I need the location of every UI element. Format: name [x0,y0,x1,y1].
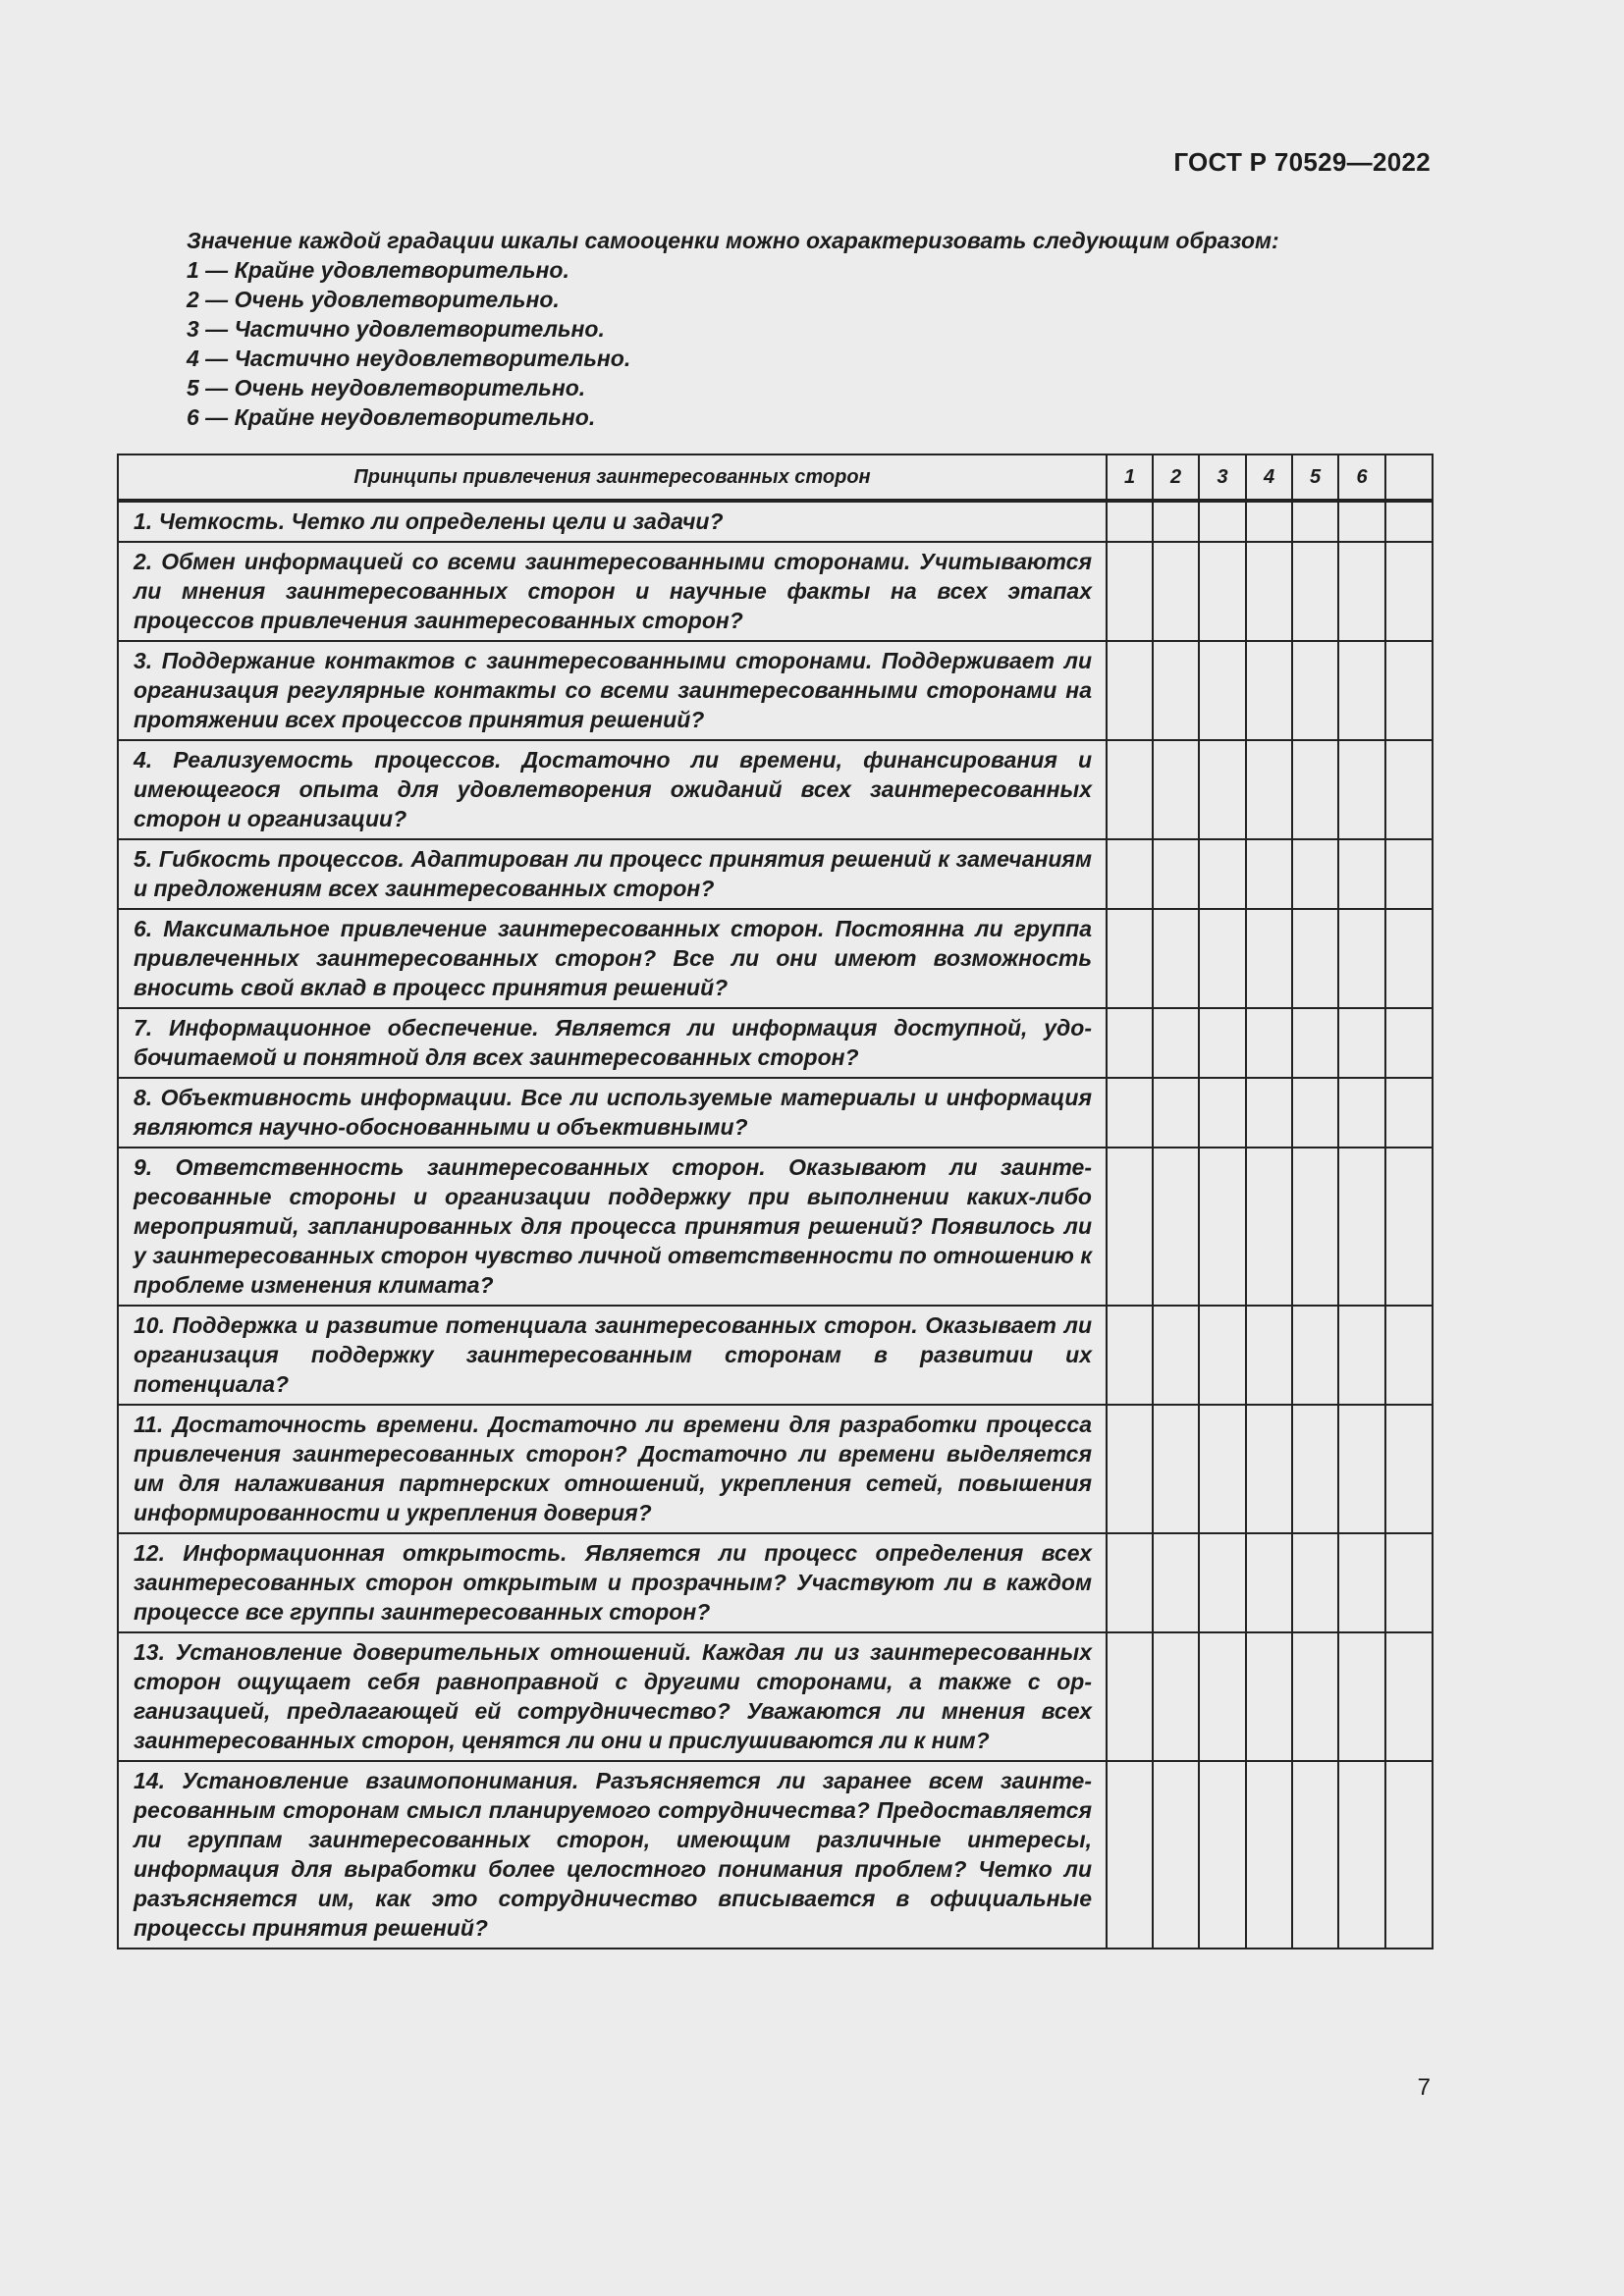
score-cell[interactable] [1385,1761,1433,1949]
score-cell[interactable] [1246,1761,1292,1949]
score-cell[interactable] [1199,1533,1246,1632]
score-cell[interactable] [1107,909,1153,1008]
scale-grade: 6 — Крайне неудовлетворительно. [187,404,596,430]
score-cell[interactable] [1385,1148,1433,1306]
score-cell[interactable] [1338,839,1385,909]
score-cell[interactable] [1246,839,1292,909]
principle-text: 9. Ответственность заинтересованных сторон. Оказывают ли заинтересованные стороны и организации поддержку при выполнении каких-либо мероприятий, запланированных для процесса принятия решений? Появилось ли у заинтересованных сторон чувство личной ответственности по отношению к проблеме изменения климата? [118,1148,1107,1306]
score-cell[interactable] [1292,1405,1338,1533]
score-column-header: 4 [1246,454,1292,501]
principle-text: 2. Обмен информацией со всеми заинтересованными сторонами. Учитываются ли мнения заинтересованных сторон и научные факты на всех этапах процессов привлечения заинтересованных сторон? [118,542,1107,641]
principle-text: 14. Установление взаимопонимания. Разъясняется ли заранее всем заинтересованным сторонам смысл планируемого сотрудничества? Предоставляется ли группам заинтересованных сторон, имеющим различные интересы, информация для выработки более целостного понимания проблем? Четко ли разъясняется им, как это сотрудничество вписывается в официальные процессы принятия решений? [118,1761,1107,1949]
self-assessment-table [117,454,1434,1949]
score-cell[interactable] [1385,1405,1433,1533]
score-cell[interactable] [1199,1306,1246,1405]
score-cell[interactable] [1338,1405,1385,1533]
score-cell[interactable] [1153,740,1199,839]
score-cell[interactable] [1246,740,1292,839]
principle-text: 4. Реализуемость процессов. Достаточно ли времени, финансирования и имеющегося опыта для удовлетворения ожиданий всех заинтересованных сторон и организации? [118,740,1107,839]
score-cell[interactable] [1292,1008,1338,1078]
table-row [118,1405,1433,1533]
score-cell[interactable] [1246,1632,1292,1761]
score-column-header: 5 [1292,454,1338,501]
principle-text: 12. Информационная открытость. Является ли процесс определения всех заинтересованных сторон открытым и прозрачным? Участвуют ли в каждом процессе все группы заинтересованных сторон? [118,1533,1107,1632]
score-cell[interactable] [1153,641,1199,740]
score-cell[interactable] [1153,839,1199,909]
table-row [118,1533,1433,1632]
score-cell[interactable] [1292,1632,1338,1761]
principle-text: 11. Достаточность времени. Достаточно ли времени для разработки процесса привлечения заинтересованных сторон? Достаточно ли времени выделяется им для налаживания партнерских отношений, укрепления сетей, повышения информированности и укрепления доверия? [118,1405,1107,1533]
score-cell[interactable] [1246,1008,1292,1078]
score-cell[interactable] [1246,641,1292,740]
score-cell[interactable] [1385,542,1433,641]
score-cell[interactable] [1153,1632,1199,1761]
table-row [118,641,1433,740]
score-cell[interactable] [1107,1533,1153,1632]
score-cell[interactable] [1153,501,1199,542]
score-cell[interactable] [1385,909,1433,1008]
score-cell[interactable] [1292,1533,1338,1632]
score-cell[interactable] [1292,1078,1338,1148]
score-cell[interactable] [1338,740,1385,839]
score-cell[interactable] [1292,542,1338,641]
score-column-header: 1 [1107,454,1153,501]
score-cell[interactable] [1292,740,1338,839]
table-row [118,740,1433,839]
score-cell[interactable] [1199,542,1246,641]
score-cell[interactable] [1246,1533,1292,1632]
score-cell[interactable] [1246,1148,1292,1306]
score-cell[interactable] [1385,1306,1433,1405]
scale-grade: 3 — Частично удовлетворительно. [187,316,605,342]
scale-grade: 1 — Крайне удовлетворительно. [187,257,569,283]
score-cell[interactable] [1153,1008,1199,1078]
score-cell[interactable] [1292,641,1338,740]
principle-text: 7. Информационное обеспечение. Является ли информация доступной, удобочитаемой и понятной для всех заинтересованных сторон? [118,1008,1107,1078]
score-cell[interactable] [1385,1533,1433,1632]
principle-text: 3. Поддержание контактов с заинтересованными сторонами. Поддерживает ли организация регулярные контакты со всеми заинтересованными сторонами на протяжении всех процессов принятия решений? [118,641,1107,740]
score-cell[interactable] [1246,1405,1292,1533]
score-cell[interactable] [1338,1632,1385,1761]
table-row [118,1306,1433,1405]
principle-text: 5. Гибкость процессов. Адаптирован ли процесс принятия решений к замечаниям и предложениям всех заинтересованных сторон? [118,839,1107,909]
score-cell[interactable] [1199,909,1246,1008]
score-cell[interactable] [1292,839,1338,909]
table-row [118,1148,1433,1306]
principle-text: 6. Максимальное привлечение заинтересованных сторон. Постоянна ли группа привлеченных заинтересованных сторон? Все ли они имеют возможность вносить свой вклад в процесс принятия решений? [118,909,1107,1008]
table-row [118,1632,1433,1761]
score-cell[interactable] [1107,1306,1153,1405]
score-cell[interactable] [1199,1008,1246,1078]
score-cell[interactable] [1199,1761,1246,1949]
scale-lead: Значение каждой градации шкалы самооценки можно охарактеризовать следующим образом: [187,228,1279,253]
score-cell[interactable] [1107,740,1153,839]
table-row [118,1761,1433,1949]
score-cell[interactable] [1199,1148,1246,1306]
score-cell[interactable] [1338,1148,1385,1306]
score-cell[interactable] [1107,839,1153,909]
score-cell[interactable] [1246,542,1292,641]
score-cell[interactable] [1246,909,1292,1008]
score-cell[interactable] [1199,1405,1246,1533]
score-cell[interactable] [1107,1761,1153,1949]
score-cell[interactable] [1199,740,1246,839]
score-cell[interactable] [1153,1405,1199,1533]
score-cell[interactable] [1246,1306,1292,1405]
score-cell[interactable] [1107,1405,1153,1533]
score-cell[interactable] [1292,1306,1338,1405]
score-cell[interactable] [1199,839,1246,909]
score-cell[interactable] [1385,740,1433,839]
score-cell[interactable] [1107,1148,1153,1306]
score-column-header [1385,454,1433,501]
score-column-header: 3 [1199,454,1246,501]
score-cell[interactable] [1153,909,1199,1008]
score-cell[interactable] [1292,909,1338,1008]
score-column-header: 2 [1153,454,1199,501]
score-cell[interactable] [1107,1078,1153,1148]
table-row [118,909,1433,1008]
score-cell[interactable] [1199,1078,1246,1148]
principle-text: 10. Поддержка и развитие потенциала заинтересованных сторон. Оказывает ли организация поддержку заинтересованным сторонам в развитии их потенциала? [118,1306,1107,1405]
table-header-row [118,454,1433,501]
table-row [118,839,1433,909]
score-cell[interactable] [1107,1008,1153,1078]
scale-grade: 5 — Очень неудовлетворительно. [187,375,586,400]
score-cell[interactable] [1107,501,1153,542]
principle-text: 8. Объективность информации. Все ли используемые материалы и информация являются научно-обоснованными и объективными? [118,1078,1107,1148]
score-cell[interactable] [1292,1761,1338,1949]
score-cell[interactable] [1338,1533,1385,1632]
score-cell[interactable] [1338,1008,1385,1078]
scale-grade: 2 — Очень удовлетворительно. [187,287,560,312]
score-column-header: 6 [1338,454,1385,501]
principle-text: 1. Четкость. Четко ли определены цели и задачи? [118,501,1107,542]
score-cell[interactable] [1385,839,1433,909]
page-number: 7 [1417,2074,1431,2101]
score-cell[interactable] [1338,1306,1385,1405]
score-cell[interactable] [1153,542,1199,641]
score-cell[interactable] [1385,1008,1433,1078]
score-cell[interactable] [1199,641,1246,740]
score-cell[interactable] [1107,1632,1153,1761]
score-cell[interactable] [1153,1148,1199,1306]
score-cell[interactable] [1153,1078,1199,1148]
score-cell[interactable] [1338,501,1385,542]
score-cell[interactable] [1385,641,1433,740]
score-cell[interactable] [1246,501,1292,542]
score-cell[interactable] [1153,1533,1199,1632]
score-cell[interactable] [1199,1632,1246,1761]
table-row [118,501,1433,542]
scale-grade: 4 — Частично неудовлетворительно. [187,346,631,371]
table-row [118,1078,1433,1148]
scale-description [187,226,1443,432]
document-code: ГОСТ Р 70529—2022 [1173,147,1431,177]
score-cell[interactable] [1107,542,1153,641]
principles-column-header: Принципы привлечения заинтересованных сторон [118,454,1107,501]
table-row [118,542,1433,641]
score-cell[interactable] [1199,501,1246,542]
principle-text: 13. Установление доверительных отношений. Каждая ли из заинтересованных сторон ощущает себя равноправной с другими сторонами, а также с организацией, предлагающей ей сотрудничество? Уважаются ли мнения всех заинтересованных сторон, ценятся ли они и прислушиваются ли к ним? [118,1632,1107,1761]
score-cell[interactable] [1246,1078,1292,1148]
score-cell[interactable] [1385,1078,1433,1148]
table-row [118,1008,1433,1078]
score-cell[interactable] [1338,909,1385,1008]
score-cell[interactable] [1338,1078,1385,1148]
score-cell[interactable] [1292,501,1338,542]
score-cell[interactable] [1153,1306,1199,1405]
score-cell[interactable] [1107,641,1153,740]
score-cell[interactable] [1385,1632,1433,1761]
score-cell[interactable] [1153,1761,1199,1949]
score-cell[interactable] [1338,1761,1385,1949]
score-cell[interactable] [1338,641,1385,740]
score-cell[interactable] [1385,501,1433,542]
score-cell[interactable] [1292,1148,1338,1306]
score-cell[interactable] [1338,542,1385,641]
